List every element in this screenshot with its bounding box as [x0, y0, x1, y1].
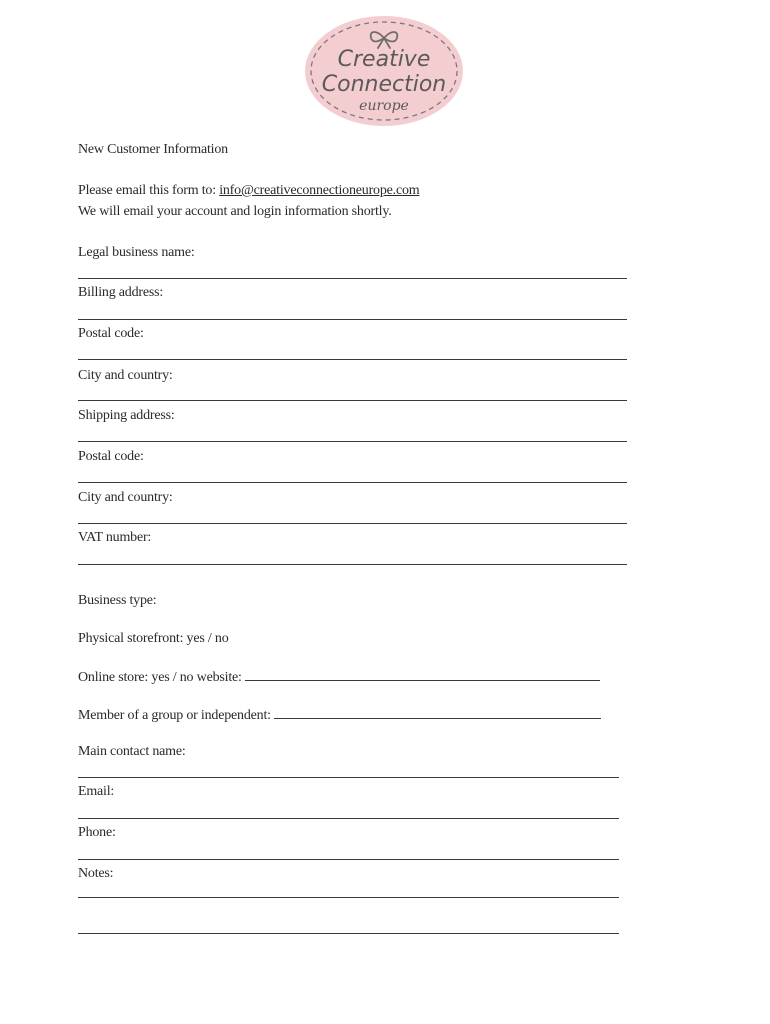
email-label: Email:	[78, 784, 115, 799]
phone-field[interactable]	[78, 859, 619, 860]
member-group-field[interactable]	[274, 706, 601, 719]
instruction-prefix: Please email this form to:	[78, 183, 220, 198]
phone-label: Phone:	[78, 825, 116, 840]
shipping-address-field[interactable]	[78, 441, 627, 442]
main-contact-field[interactable]	[78, 777, 619, 778]
vat-number-label: VAT number:	[78, 530, 152, 545]
business-type-label: Business type:	[78, 593, 157, 608]
email-field[interactable]	[78, 818, 619, 819]
form-title: New Customer Information	[78, 142, 228, 157]
logo-text-europe: europe	[359, 98, 409, 114]
billing-city-country-field[interactable]	[78, 400, 627, 401]
instruction-line-2: We will email your account and login information shortly.	[78, 204, 392, 219]
company-logo	[303, 14, 465, 128]
physical-storefront-label: Physical storefront: yes / no	[78, 631, 229, 646]
legal-business-name-field[interactable]	[78, 278, 627, 279]
website-field[interactable]	[245, 668, 600, 681]
notes-field-line-1[interactable]	[78, 897, 619, 898]
email-link[interactable]: info@creativeconnectioneurope.com	[219, 183, 420, 198]
shipping-postal-code-field[interactable]	[78, 482, 627, 483]
billing-city-country-label: City and country:	[78, 368, 173, 383]
logo-badge	[303, 14, 465, 128]
online-store-label: Online store: yes / no website:	[78, 670, 246, 685]
shipping-city-country-label: City and country:	[78, 490, 173, 505]
main-contact-label: Main contact name:	[78, 744, 186, 759]
legal-business-name-label: Legal business name:	[78, 245, 195, 260]
shipping-postal-code-label: Postal code:	[78, 449, 144, 464]
member-group-label: Member of a group or independent:	[78, 708, 275, 723]
online-store-row	[78, 668, 600, 686]
notes-field-line-2[interactable]	[78, 933, 619, 934]
shipping-address-label: Shipping address:	[78, 408, 175, 423]
notes-label: Notes:	[78, 866, 114, 881]
logo-text-connection: Connection	[321, 72, 447, 97]
billing-postal-code-field[interactable]	[78, 359, 627, 360]
instruction-line-1	[78, 183, 419, 199]
billing-address-label: Billing address:	[78, 285, 164, 300]
vat-number-field[interactable]	[78, 564, 627, 565]
shipping-city-country-field[interactable]	[78, 523, 627, 524]
logo-text-creative: Creative	[337, 47, 431, 72]
member-group-row	[78, 706, 601, 724]
billing-postal-code-label: Postal code:	[78, 326, 144, 341]
billing-address-field[interactable]	[78, 319, 627, 320]
